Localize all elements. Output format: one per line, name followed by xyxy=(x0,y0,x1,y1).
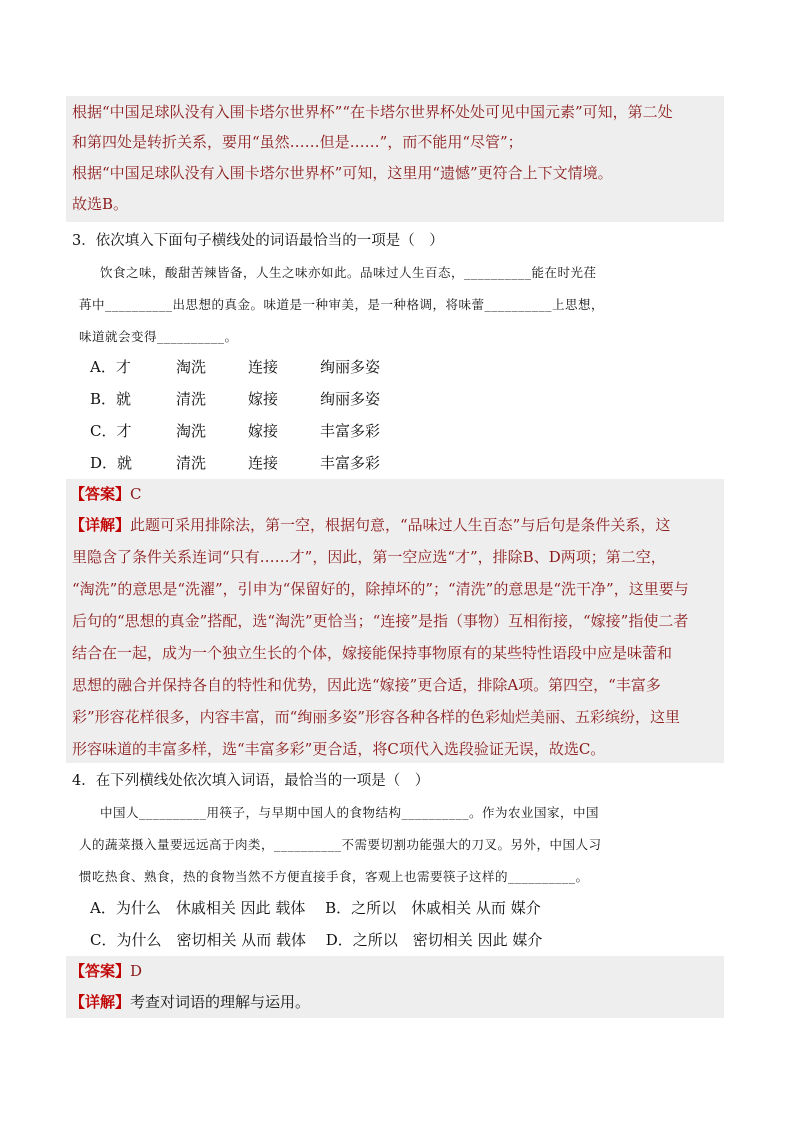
question-4-answer xyxy=(70,961,142,981)
question-4-passage-line: 惯吃热食、熟食，热的食物当然不方便直接手食，客观上也需要筷子这样的__________。 xyxy=(79,869,589,884)
question-3-option-c: C．才 淘洗 嫁接 丰富多彩 xyxy=(90,422,381,440)
question-3-detail-line: “淘洗”的意思是“洗濯”，引申为“保留好的，除掉坏的”；“清洗”的意思是“洗干净”，这里要与 xyxy=(72,580,689,598)
question-3-detail-line: 形容味道的丰富多样，选“丰富多彩”更合适，将C项代入选段验证无误，故选C。 xyxy=(72,740,606,758)
question-4-passage-line: 人的蔬菜摄入量要远远高于肉类，__________不需要切割功能强大的刀叉。另外，中国人习 xyxy=(79,837,602,852)
question-3-detail-line: 里隐含了条件关系连词“只有……才”，因此，第一空应选“才”，排除B、D两项；第二空， xyxy=(72,548,666,566)
question-4-options-row: C．为什么 密切相关 从而 载体 D．之所以 密切相关 因此 媒介 xyxy=(90,931,543,949)
prev-detail-line: 根据“中国足球队没有入围卡塔尔世界杯”可知，这里用“遗憾”更符合上下文情境。 xyxy=(72,164,613,182)
question-3-detail-line: 彩”形容花样很多，内容丰富，而“绚丽多姿”形容各种各样的色彩灿烂美丽、五彩缤纷，这里 xyxy=(72,708,681,726)
answer-label: 【答案】 xyxy=(70,962,131,980)
answer-value: D xyxy=(130,962,143,980)
question-3-passage-line: 苒中__________出思想的真金。味道是一种审美，是一种格调，将味蕾__________上思想， xyxy=(79,297,605,312)
prev-detail-line: 和第四处是转折关系，要用“虽然……但是……”，而不能用“尽管”； xyxy=(72,133,523,151)
prev-detail-line: 根据“中国足球队没有入围卡塔尔世界杯”“在卡塔尔世界杯处处可见中国元素”可知，第二处 xyxy=(72,103,673,121)
answer-label: 【答案】 xyxy=(70,485,131,503)
prev-detail-line: 故选B。 xyxy=(72,195,129,213)
question-3-detail-line: 【详解】此题可采用排除法，第一空，根据句意，“品味过人生百态”与后句是条件关系，这 xyxy=(70,516,671,534)
question-4-detail: 【详解】考查对词语的理解与运用。 xyxy=(70,993,311,1011)
question-4-passage-line: 中国人__________用筷子，与早期中国人的食物结构__________。作为农业国家，中国 xyxy=(100,805,600,820)
detail-label: 【详解】 xyxy=(70,993,131,1011)
question-4-options-row: A．为什么 休戚相关 因此 载体 B．之所以 休戚相关 从而 媒介 xyxy=(90,899,541,917)
question-3-option-d: D．就 清洗 连接 丰富多彩 xyxy=(90,454,381,472)
question-3-answer xyxy=(70,484,142,504)
question-3-option-b: B．就 清洗 嫁接 绚丽多姿 xyxy=(90,390,381,408)
question-3-detail-line: 思想的融合并保持各自的特性和优势，因此选“嫁接”更合适，排除A项。第四空，“丰富多 xyxy=(72,676,661,694)
question-3-passage-line: 饮食之味，酸甜苦辣皆备，人生之味亦如此。品味过人生百态，__________能在时光荏 xyxy=(100,265,597,280)
question-3-detail-line: 结合在一起，成为一个独立生长的个体，嫁接能保持事物原有的某些特性语段中应是味蕾和 xyxy=(72,644,673,662)
question-3-stem: 3．依次填入下面句子横线处的词语最恰当的一项是（ ） xyxy=(72,233,444,249)
question-3-option-a: A．才 淘洗 连接 绚丽多姿 xyxy=(90,358,381,376)
answer-value: C xyxy=(130,485,142,503)
question-3-passage-line: 味道就会变得__________。 xyxy=(79,329,238,344)
question-3-detail-line: 后句的“思想的真金”搭配，选“淘洗”更恰当；“连接”是指（事物）互相衔接，“嫁接”指使二者 xyxy=(72,612,689,630)
detail-label: 【详解】 xyxy=(70,516,131,534)
question-4-stem: 4．在下列横线处依次填入词语，最恰当的一项是（ ） xyxy=(72,773,430,789)
